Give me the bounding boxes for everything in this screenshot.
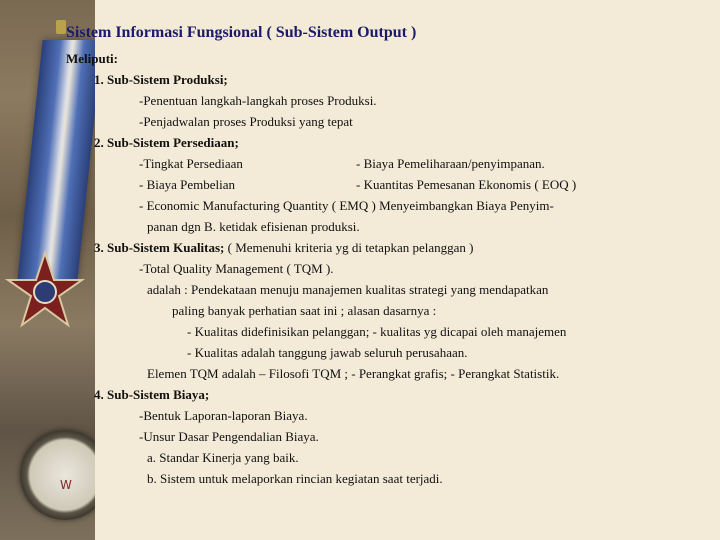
decorative-photo bbox=[0, 0, 95, 540]
list-item: - Kualitas didefinisikan pelanggan; - kualitas yg dicapai oleh manajemen bbox=[187, 324, 567, 339]
section-persediaan: 2. Sub-Sistem Persediaan; bbox=[94, 135, 239, 150]
list-item: - Biaya Pembelian bbox=[139, 177, 236, 192]
list-item: -Bentuk Laporan-laporan Biaya. bbox=[139, 408, 308, 423]
list-item: -Unsur Dasar Pengendalian Biaya. bbox=[139, 429, 319, 444]
compass-marker: W bbox=[60, 478, 72, 492]
medal-ribbon bbox=[17, 40, 95, 280]
list-item: adalah : Pendekataan menuju manajemen kualitas strategi yang mendapatkan bbox=[147, 282, 549, 297]
list-item: - Kuantitas Pemesanan Ekonomis ( EOQ ) bbox=[356, 177, 577, 192]
page-title: Sistem Informasi Fungsional ( Sub-Sistem Output ) bbox=[66, 24, 417, 41]
section-kualitas-label: 3. Sub-Sistem Kualitas; bbox=[94, 240, 225, 255]
list-item: Elemen TQM adalah – Filosofi TQM ; - Perangkat grafis; - Perangkat Statistik. bbox=[147, 366, 560, 381]
section-kualitas bbox=[94, 237, 473, 258]
list-item: -Penentuan langkah-langkah proses Produksi. bbox=[139, 93, 377, 108]
section-biaya: 4. Sub-Sistem Biaya; bbox=[94, 387, 210, 402]
section-produksi: 1. Sub-Sistem Produksi; bbox=[94, 72, 228, 87]
title-bullet-icon bbox=[56, 20, 66, 34]
section-kualitas-note: ( Memenuhi kriteria yg di tetapkan pelanggan ) bbox=[224, 240, 474, 255]
list-item: -Total Quality Management ( TQM ). bbox=[139, 261, 334, 276]
medal-cross-icon bbox=[2, 250, 88, 336]
intro-label: Meliputi: bbox=[66, 51, 118, 66]
list-item: - Kualitas adalah tanggung jawab seluruh perusahaan. bbox=[187, 345, 468, 360]
list-item: b. Sistem untuk melaporkan rincian kegiatan saat terjadi. bbox=[147, 471, 443, 486]
compass-image bbox=[20, 430, 95, 520]
list-item: - Biaya Pemeliharaan/penyimpanan. bbox=[356, 156, 545, 171]
list-item: paling banyak perhatian saat ini ; alasan dasarnya : bbox=[172, 303, 437, 318]
list-item: -Tingkat Persediaan bbox=[139, 156, 243, 171]
list-item: panan dgn B. ketidak efisienan produksi. bbox=[147, 219, 360, 234]
list-item: -Penjadwalan proses Produksi yang tepat bbox=[139, 114, 353, 129]
list-item: - Economic Manufacturing Quantity ( EMQ ) Menyeimbangkan Biaya Penyim- bbox=[139, 198, 554, 213]
list-item: a. Standar Kinerja yang baik. bbox=[147, 450, 299, 465]
